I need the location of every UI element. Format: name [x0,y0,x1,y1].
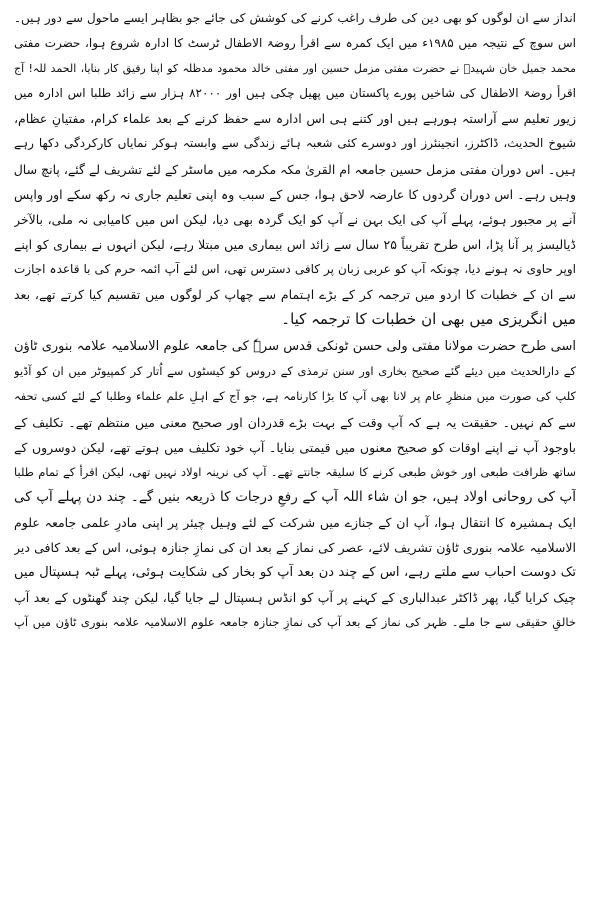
text-line: سے ان کے خطبات کا اردو میں ترجمہ کر کے بڑے اہتمام سے چھاپ کر لوگوں میں تقسیم کیا کرتے تھے، بعد [14,287,576,303]
text-line: اس سوچ کے نتیجہ میں ۱۹۸۵ء میں ایک کمرہ سے اقرأ روضۃ الاطفال ٹرسٹ کا ادارہ شروع ہوا، حضرت مفتی [14,36,576,51]
text-line: تک دوست احباب سے ملتے رہے، اس کے چند دن بعد آپ کو بخار کی شکایت ہوئی، پہلے ٹبہ ہسپتال میں [14,565,576,581]
text-line: ایک ہمشیرہ کا انتقال ہوا، آپ ان کے جنازے میں شرکت کے لئے وہیل چیئر پر اپنی مادرِ علمی جامعہ علوم [14,514,576,530]
text-line: محمد جمیل خان شہیدؒ نے حضرت مفتی مزمل حسین اور مفتی خالد محمود مدظلہ کو اپنا رفیق کار بنایا، الحمد للہ! آج [14,62,576,76]
text-line: کے دارالحدیث میں دیئے گئے صحیح بخاری اور سنن ترمذی کے دروس کو کیسٹوں سے اُتار کر کمپیوٹر میں ان کو آڈیو [14,364,576,379]
paragraph-2 [14,334,576,635]
text-line: ڈیالیسز پر آنا پڑا، اس طرح تقریباً ۲۵ سال سے زائد اس بیماری میں مبتلا رہے، لیکن انہوں نے بیماری کو اپنے [14,236,576,252]
text-line: شیوخ الحدیث، ڈاکٹرز، انجینئرز اور دوسرے کئی شعبہ ہائے زندگی سے وابستہ ہوکر نمایاں کارکردگی دکھا رہے [14,136,576,151]
text-line: وہیں رہے۔ اس دوران گردوں کا عارضہ لاحق ہوا، جس کے سبب وہ اپنی تعلیم جاری نہ رکھ سکے اور واپس [14,186,576,202]
text-line: اوپر حاوی نہ ہونے دیا، چونکہ آپ کو عربی زبان پر کافی دسترس تھی، اس لئے آپ ائمہ حرم کی با قاعدہ اجازت [14,261,576,276]
text-line: آپ کی روحانی اولاد ہیں، جو ان شاء اللہ آپ کے رفعِ درجات کا ذریعہ بنیں گے۔ چند دن پہلے آپ کی [14,488,576,505]
text-line: باوجود آپ نے اپنے اوقات کو صحیح معنوں میں قیمتی بنایا۔ آپ خود تکلیف میں ہوتے تھے، لیکن دوسروں کے [14,439,576,455]
text-line: ہیں۔ اس دوران مفتی مزمل حسین جامعہ ام القریٰ مکہ مکرمہ میں ماسٹر کے لئے تشریف لے گئے، پانچ سال [14,161,576,177]
text-line: خالقِ حقیقی سے جا ملے۔ ظہر کی نماز کے بعد آپ کی نمازِ جنازہ جامعہ علوم الاسلامیہ علامہ بنوری ٹاؤن میں آپ [14,615,576,630]
text-line: کلپ کی صورت میں منظرِ عام پر لانا بھی آپ کا بڑا کارنامہ ہے، جو آج کے اہلِ علم علماء وطلبا کے لئے کسی تحفہ [14,389,576,404]
text-line: اقرأ روضۃ الاطفال کی شاخیں پورے پاکستان میں پھیل چکی ہیں اور ۸۲۰۰۰ ہزار سے زائد طلبا اس ادارہ میں [14,86,576,101]
text-line: آنے پر مجبور ہوئے، پہلے آپ کی ایک بہن نے آپ کو ایک گردہ بھی دیا، لیکن اس میں کامیابی نہ ملی، بالآخر [14,211,576,227]
text-line: ساتھ ظرافت طبعی اور خوش طبعی کرنے کا سلیقہ جانتے تھے۔ آپ کی نرینہ اولاد نہیں تھی، لیکن اقرأ کے تمام طلبا [14,464,576,479]
text-line: سے کم نہیں۔ حقیقت یہ ہے کہ آپ وقت کے بہت بڑے قدردان اور صحیح معنی میں منتظم تھے۔ تکلیف کے [14,414,576,430]
text-line: اسی طرح حضرت مولانا مفتی ولی حسن ٹونکی قدس سرہٗ کی جامعہ علوم الاسلامیہ علامہ بنوری ٹاؤن [14,339,576,355]
text-line: میں انگریزی میں بھی ان خطبات کا ترجمہ کیا۔ [281,310,576,329]
text-line: زیور تعلیم سے آراستہ ہورہے ہیں اور کتنے ہی اس ادارہ سے حفظ کرنے کے بعد علماء کرام، مفتیانِ عظام، [14,111,576,127]
text-line: الاسلامیہ علامہ بنوری ٹاؤن تشریف لائے، عصر کی نماز کے بعد ان کی نمازِ جنازہ ہوئی، اس کے بعد کافی دیر [14,539,576,555]
document-page [14,6,576,914]
text-line: چیک کرایا گیا، پھر ڈاکٹر عبدالباری کے کہنے پر آپ کو انڈس ہسپتال لے جایا گیا، لیکن چند گھنٹوں کے بعد آپ [14,590,576,606]
paragraph-1 [14,6,576,332]
text-line: انداز سے ان لوگوں کو بھی دین کی طرف راغب کرنے کی کوشش کی جائے جو بظاہر ایسے ماحول سے دور ہیں۔ [14,11,576,25]
